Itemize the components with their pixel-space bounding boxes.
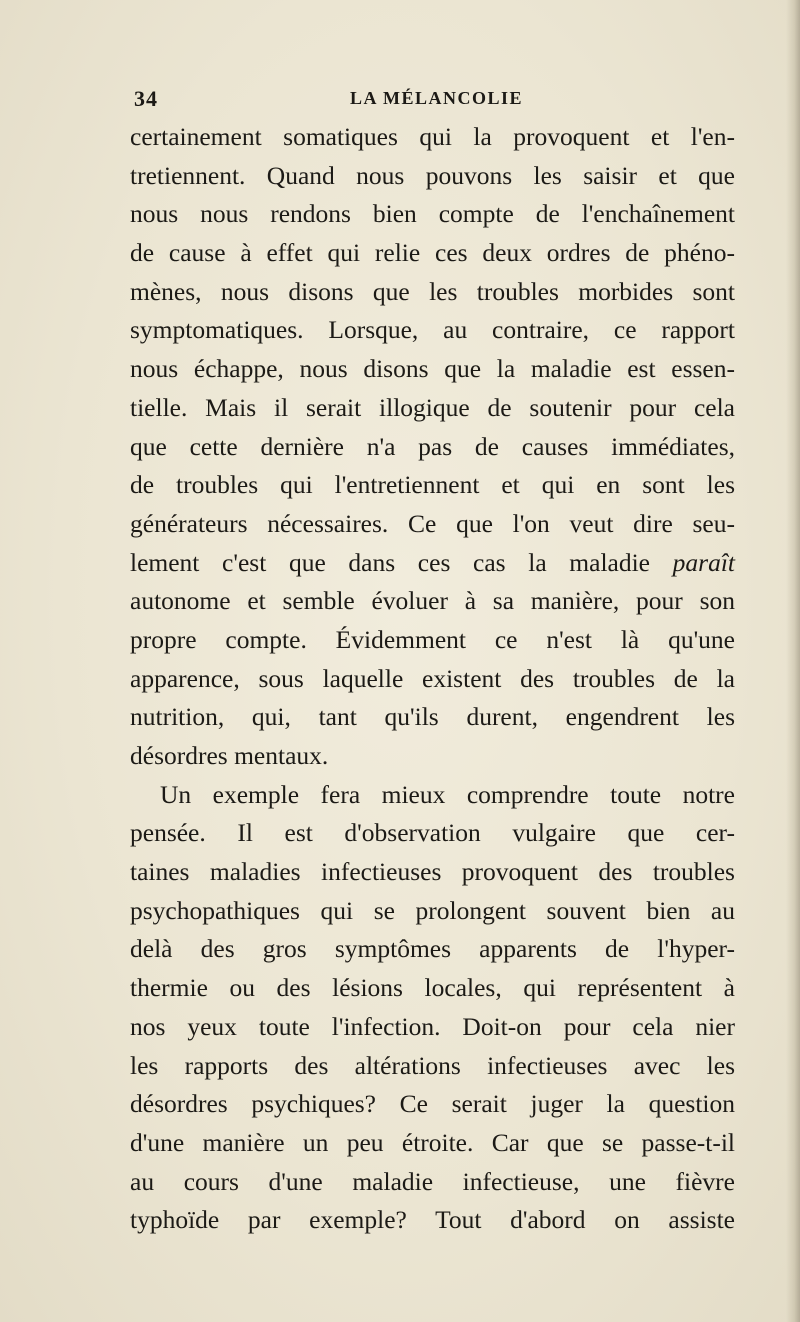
text-line: certainement somatiques qui la provoquent et l'en-: [130, 122, 735, 151]
text-line: au cours d'une maladie infectieuse, une fièvre: [130, 1166, 735, 1196]
paragraph-last-line: désordres mentaux.: [130, 741, 329, 770]
text-line: nous échappe, nous disons que la maladie est essen-: [130, 354, 735, 384]
text-line: de troubles qui l'entretiennent et qui en sont les: [130, 470, 735, 500]
text-line: nos yeux toute l'infection. Doit-on pour cela nier: [130, 1011, 735, 1041]
text-line: les rapports des altérations infectieuses avec les: [130, 1050, 735, 1080]
text-line: d'une manière un peu étroite. Car que se passe-t-il: [130, 1127, 735, 1157]
text-line: de cause à effet qui relie ces deux ordres de phéno-: [130, 238, 735, 268]
text-line: pensée. Il est d'observation vulgaire que cer-: [130, 818, 735, 848]
text-line: taines maladies infectieuses provoquent des troubles: [130, 857, 735, 887]
paragraph-first-line: Un exemple fera mieux comprendre toute notre: [160, 779, 735, 809]
page-header: [134, 86, 800, 110]
text-line-with-italic: [130, 544, 735, 583]
text-line: symptomatiques. Lorsque, au contraire, ce rapport: [130, 315, 735, 345]
text-line: nous nous rendons bien compte de l'enchaînement: [130, 199, 735, 229]
body-text: [130, 118, 735, 1240]
text-line: que cette dernière n'a pas de causes immédiates,: [130, 431, 735, 461]
text-line: nutrition, qui, tant qu'ils durent, engendrent les: [130, 702, 735, 732]
italic-word: paraît: [672, 547, 735, 577]
text-line: générateurs nécessaires. Ce que l'on veut dire seu-: [130, 508, 735, 538]
text-line: thermie ou des lésions locales, qui représentent à: [130, 973, 735, 1003]
text-line: mènes, nous disons que les troubles morbides sont: [130, 276, 735, 306]
text-line: tielle. Mais il serait illogique de soutenir pour cela: [130, 392, 735, 422]
page-edge-shadow: [786, 0, 800, 1322]
text-line: autonome et semble évoluer à sa manière, pour son: [130, 586, 735, 616]
text-line: apparence, sous laquelle existent des troubles de la: [130, 663, 735, 693]
text-line: typhoïde par exemple? Tout d'abord on assiste: [130, 1205, 735, 1235]
text-line: psychopathiques qui se prolongent souvent bien au: [130, 895, 735, 925]
text-line: propre compte. Évidemment ce n'est là qu'une: [130, 624, 735, 654]
text-line: désordres psychiques? Ce serait juger la question: [130, 1089, 735, 1119]
text-line: delà des gros symptômes apparents de l'hyper-: [130, 934, 735, 964]
text-line: tretiennent. Quand nous pouvons les saisir et que: [130, 160, 735, 190]
page-number: 34: [134, 86, 158, 111]
running-title: LA MÉLANCOLIE: [350, 88, 524, 108]
text-line-start: lement c'est que dans ces cas la maladie: [130, 547, 673, 577]
